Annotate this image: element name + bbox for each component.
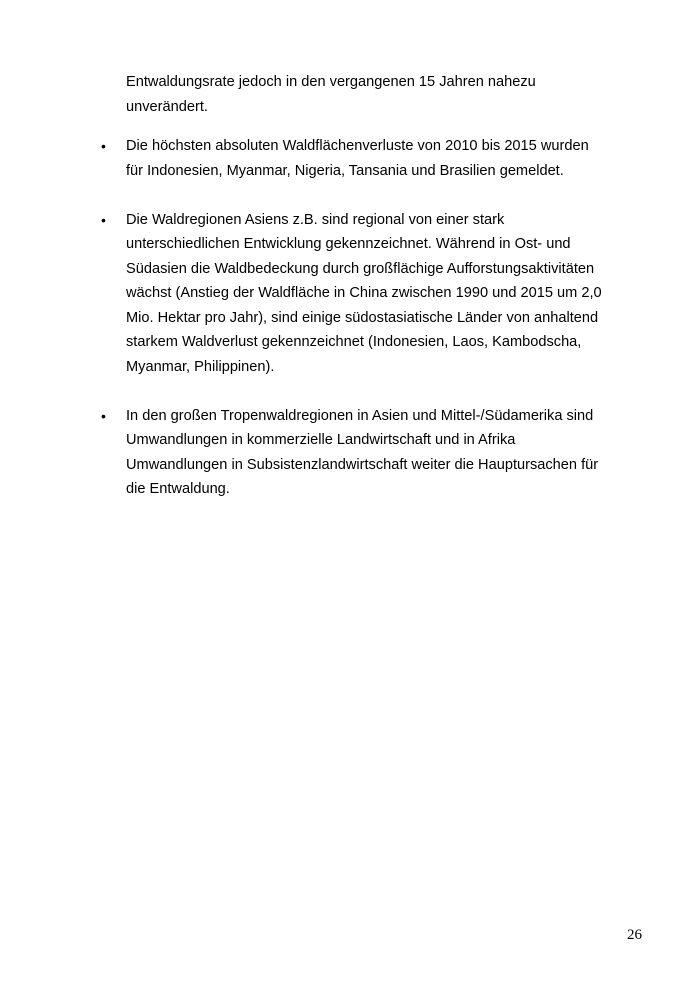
bullet-list [0,134,700,526]
bullet-item [0,208,606,380]
bullet-item [0,134,606,183]
bullet-text: Die Waldregionen Asiens z.B. sind regional von einer stark unterschiedlichen Entwicklung gekennzeichnet. Während in Ost- und Südasien die Waldbedeckung durch großflächige Aufforstungsaktivitäten wächst (Anstieg der Waldfläche in China zwischen 1990 und 2015 um 2,0 Mio. Hektar pro Jahr), sind einige südostasiatische Länder von anhaltend starkem Waldverlust gekennzeichnet (Indonesien, Laos, Kambodscha, Myanmar, Philippinen). [126,211,602,375]
bullet-item [0,404,606,502]
bullet-text: In den großen Tropenwaldregionen in Asien und Mittel-/Südamerika sind Umwandlungen in kommerzielle Landwirtschaft und in Afrika Umwandlungen in Subsistenzlandwirtschaft weiter die Hauptursachen für die Entwaldung. [126,407,599,497]
bullet-icon: • [101,138,106,154]
bullet-icon: • [101,407,106,424]
bullet-icon: • [101,211,106,228]
page-number: 26 [627,927,642,943]
continuation-paragraph: Entwaldungsrate jedoch in den vergangenen 15 Jahren nahezu unverändert. [126,74,536,115]
bullet-text: Die höchsten absoluten Waldflächenverluste von 2010 bis 2015 wurden für Indonesien, Myanmar, Nigeria, Tansania und Brasilien gemeldet. [126,138,589,179]
